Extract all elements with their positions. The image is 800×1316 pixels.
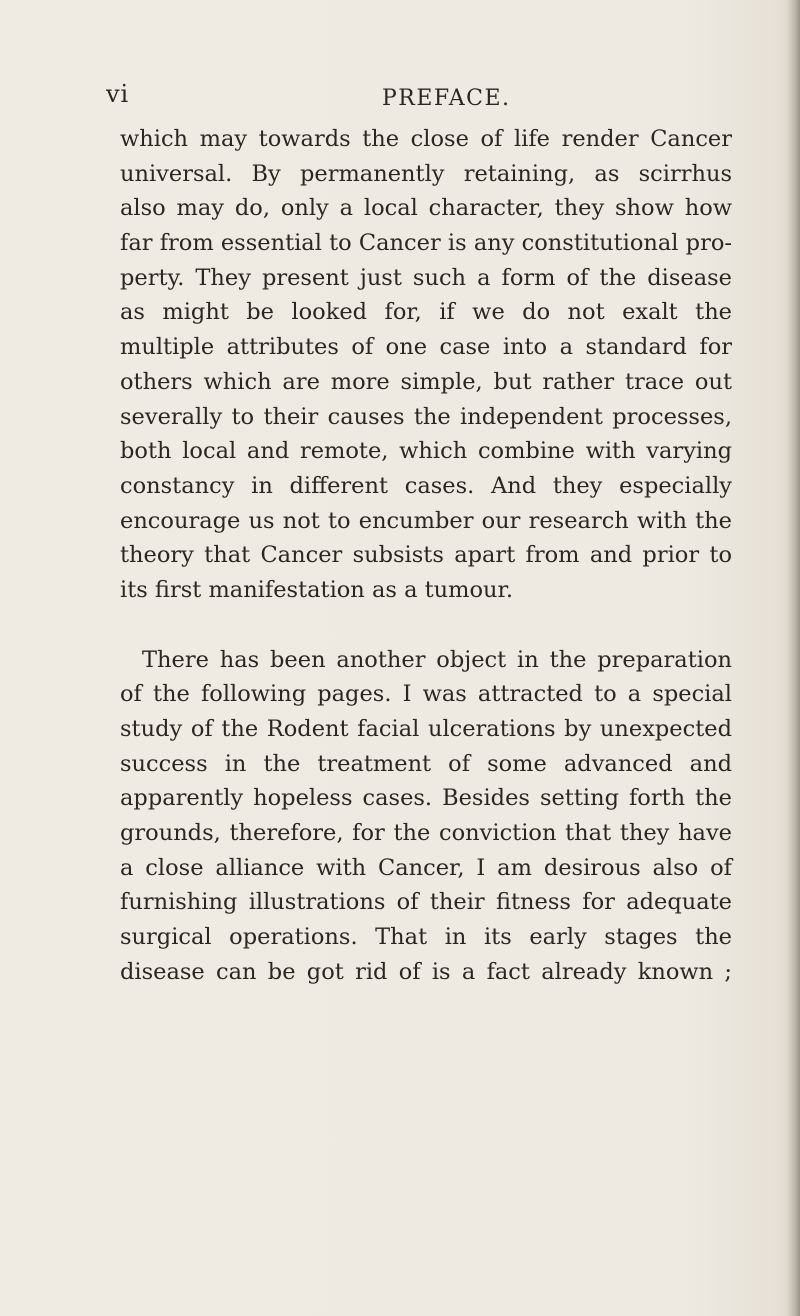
page-edge-shadow bbox=[786, 0, 800, 1316]
text-line: multiple attributes of one case into a standard for bbox=[120, 334, 732, 361]
text-line: both local and remote, which combine with varying bbox=[120, 438, 732, 465]
text-line: of the following pages. I was attracted to a special bbox=[120, 681, 732, 708]
text-line: as might be looked for, if we do not exalt the bbox=[120, 299, 732, 326]
text-line: encourage us not to encumber our research with the bbox=[120, 507, 732, 534]
paragraph-spacer bbox=[120, 608, 732, 643]
page-number: vi bbox=[106, 80, 130, 108]
text-line: which may towards the close of life render Cancer bbox=[120, 126, 732, 152]
text-line: also may do, only a local character, they show how bbox=[120, 195, 732, 222]
text-line: success in the treatment of some advanced and bbox=[120, 750, 732, 777]
text-line: severally to their causes the independent processes, bbox=[120, 403, 732, 430]
text-line: constancy in different cases. And they especially bbox=[120, 472, 732, 499]
text-line: study of the Rodent facial ulcerations by unexpected bbox=[120, 716, 732, 742]
paragraph-2 bbox=[120, 643, 732, 990]
text-line: grounds, therefore, for the conviction that they have bbox=[120, 820, 732, 847]
text-line: disease can be got rid of is a fact already known ; bbox=[120, 958, 732, 985]
text-line: far from essential to Cancer is any constitutional pro- bbox=[120, 230, 732, 257]
text-line: perty. They present just such a form of the disease bbox=[120, 264, 732, 291]
text-line: others which are more simple, but rather trace out bbox=[120, 368, 732, 395]
paragraph-1 bbox=[120, 122, 732, 608]
text-line: universal. By permanently retaining, as scirrhus bbox=[120, 160, 732, 187]
text-line: There has been another object in the preparation bbox=[142, 646, 732, 673]
text-line: apparently hopeless cases. Besides setting forth the bbox=[120, 785, 732, 812]
text-line: furnishing illustrations of their fitness for adequate bbox=[120, 889, 732, 916]
text-line: surgical operations. That in its early stages the bbox=[120, 924, 732, 951]
text-line: its first manifestation as a tumour. bbox=[120, 576, 513, 603]
body-text bbox=[120, 122, 732, 990]
text-line: a close alliance with Cancer, I am desirous also of bbox=[120, 854, 732, 881]
running-head bbox=[0, 80, 800, 110]
text-line: theory that Cancer subsists apart from and prior to bbox=[120, 542, 732, 569]
running-title: PREFACE. bbox=[382, 86, 511, 111]
